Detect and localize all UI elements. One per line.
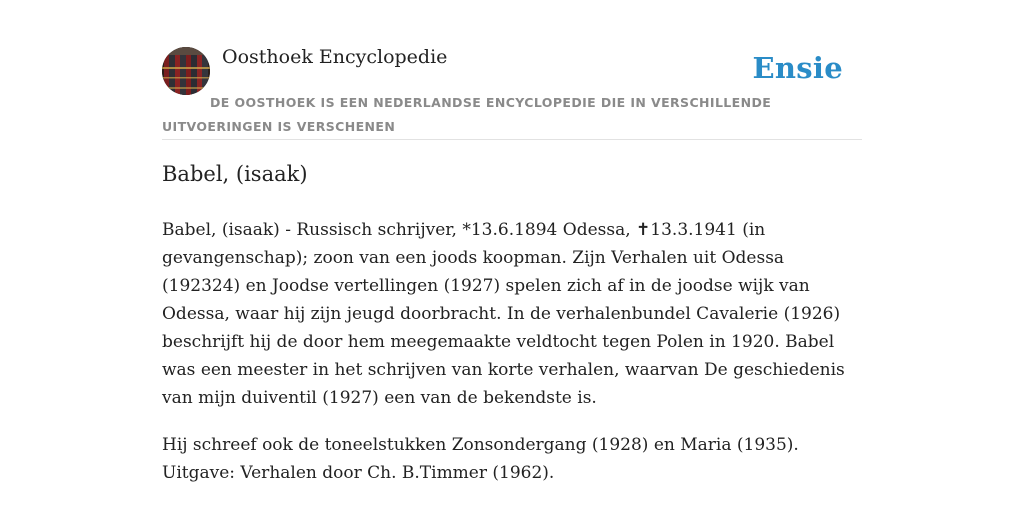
book-spines-icon[interactable] — [162, 47, 210, 95]
article-title: Babel, (isaak) — [162, 162, 308, 186]
brand-logo[interactable]: Ensie — [752, 51, 843, 85]
header-divider — [162, 139, 862, 140]
site-name[interactable]: Oosthoek Encyclopedie — [222, 46, 448, 68]
header — [162, 45, 862, 140]
article-paragraph: Hij schreef ook de toneelstukken Zonsondergang (1928) en Maria (1935). Uitgave: Verhalen door Ch. B.Timmer (1962). — [162, 435, 799, 483]
article-paragraph: Babel, (isaak) - Russisch schrijver, *13.6.1894 Odessa, ✝13.3.1941 (in gevangenschap); zoon van een joods koopman. Zijn Verhalen uit Odessa (192324) en Joodse vertellingen (1927) spelen zich af in de joodse wijk van Odessa, waar hij zijn jeugd doorbracht. In de verhalenbundel Cavalerie (1926) beschrijft hij de door hem meegemaakte veldtocht tegen Polen in 1920. Babel was een meester in het schrijven van korte verhalen, waarvan De geschiedenis van mijn duiventil (1927) een van de bekendste is. — [162, 220, 845, 408]
site-tagline: DE OOSTHOEK IS EEN NEDERLANDSE ENCYCLOPEDIE DIE IN VERSCHILLENDE UITVOERINGEN IS VERSCHENEN — [162, 95, 772, 134]
article-body — [162, 216, 864, 506]
